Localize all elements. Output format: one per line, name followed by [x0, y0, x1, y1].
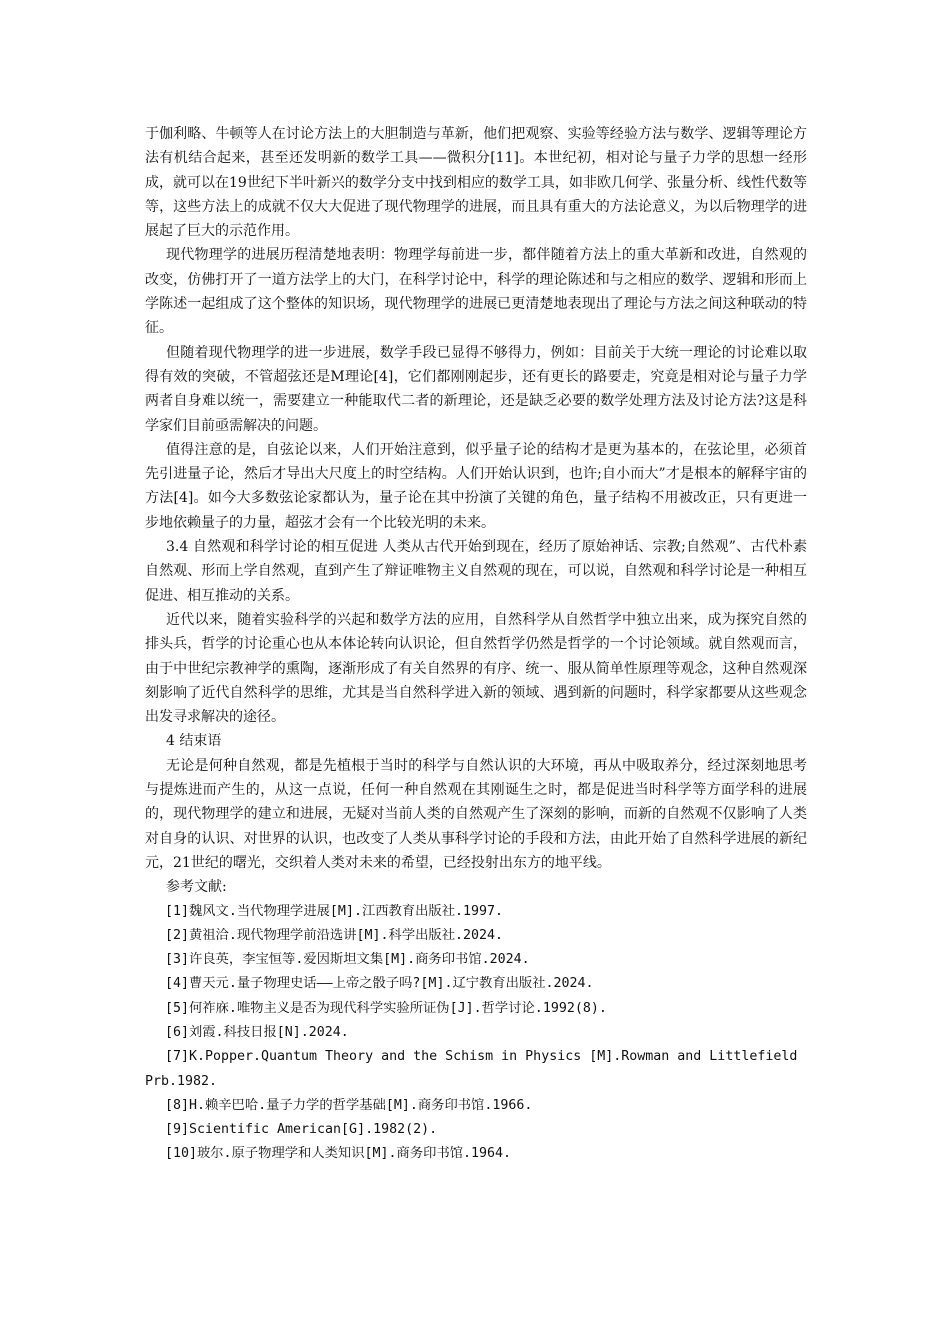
reference-item: [5]何祚庥.唯物主义是否为现代科学实验所证伪[J].哲学讨论.1992(8).: [164, 1000, 607, 1016]
reference-item: [2]黄祖洽.现代物理学前沿选讲[M].科学出版社.2024.: [164, 927, 504, 943]
references-heading: 参考文献:: [166, 879, 227, 896]
paragraph-continued: 于伽利略、牛顿等人在讨论方法上的大胆制造与革新，他们把观察、实验等经验方法与数学、逻辑等理论方法有机结合起来，甚至还发明新的数学工具——微积分[11]。本世纪初，相对论与量子力学的思想一经形成，就可以在19世纪下半叶新兴的数学分支中找到相应的数学工具，如非欧几何学、张量分析、线性代数等等，这些方法上的成就不仅大大促进了现代物理学的进展，而且具有重大的方法论意义，为以后物理学的进展起了巨大的示范作用。: [145, 126, 807, 240]
paragraph-string-theory: 值得注意的是，自弦论以来，人们开始注意到，似乎量子论的结构才是更为基本的，在弦论里，必须首先引进量子论，然后才导出大尺度上的时空结构。人们开始认识到，也许;自小而大”才是根本的解释宇宙的方法[4]。如今大多数弦论家都认为，量子论在其中扮演了关键的角色，量子结构不用被改正，只有更进一步地依赖量子的力量，超弦才会有一个比较光明的未来。: [145, 441, 807, 531]
section-3-4-heading-paragraph: 3.4 自然观和科学讨论的相互促进 人类从古代开始到现在，经历了原始神话、宗教;自然观”、古代朴素自然观、形而上学自然观，直到产生了辩证唯物主义自然观的现在，可以说，自然观和科学讨论是一种相互促进、相互推动的关系。: [145, 539, 807, 604]
reference-item: [6]刘霞.科技日报[N].2024.: [164, 1024, 349, 1040]
reference-item: [4]曹天元.量子物理史话——上帝之骰子吗?[M].辽宁教育出版社.2024.: [164, 976, 594, 992]
reference-item: [3]许良英，李宝恒等.爱因斯坦文集[M].商务印书馆.2024.: [164, 952, 530, 968]
paragraph-modern-era: 近代以来，随着实验科学的兴起和数学方法的应用，自然科学从自然哲学中独立出来，成为探究自然的排头兵，哲学的讨论重心也从本体论转向认识论，但自然哲学仍然是哲学的一个讨论领域。就自然观而言，由于中世纪宗教神学的熏陶，逐渐形成了有关自然界的有序、统一、服从简单性原理等观念，这种自然观深刻影响了近代自然科学的思维，尤其是当自然科学进入新的领域、遇到新的问题时，科学家都要从这些观念出发寻求解决的途径。: [145, 611, 807, 726]
reference-item: [9]Scientific American[G].1982(2).: [164, 1122, 438, 1138]
reference-item: [1]魏风文.当代物理学进展[M].江西教育出版社.1997.: [164, 903, 504, 919]
paragraph-conclusion: 无论是何种自然观，都是先植根于当时的科学与自然认识的大环境，再从中吸取养分，经过深刻地思考与提炼进而产生的，从这一点说，任何一种自然观在其刚诞生之时，都是促进当时科学等方面学科的进展的，现代物理学的建立和进展，无疑对当前人类的自然观产生了深刻的影响，而新的自然观不仅影响了人类对自身的认识、对世界的认识，也改变了人类从事科学讨论的手段和方法，由此开始了自然科学进展的新纪元，21世纪的曙光，交织着人类对未来的希望，已经投射出东方的地平线。: [145, 757, 807, 871]
reference-list: [145, 900, 807, 1167]
reference-item: [10]玻尔.原子物理学和人类知识[M].商务印书馆.1964.: [164, 1146, 512, 1162]
reference-item: [7]K.Popper.Quantum Theory and the Schism in Physics [M].Rowman and Littlefield Prb.1982.: [145, 1049, 798, 1089]
document-body: [145, 122, 807, 1167]
reference-item: [8]H.赖辛巴哈.量子力学的哲学基础[M].商务印书馆.1966.: [164, 1097, 533, 1113]
section-4-heading: 4 结束语: [166, 733, 222, 750]
paragraph-progress-history: 现代物理学的进展历程清楚地表明：物理学每前进一步，都伴随着方法上的重大革新和改进，自然观的改变，仿佛打开了一道方法学上的大门，在科学讨论中，科学的理论陈述和与之相应的数学、逻辑和形而上学陈述一起组成了这个整体的知识场，现代物理学的进展已更清楚地表现出了理论与方法之间这种联动的特征。: [145, 247, 807, 337]
paragraph-math-limits: 但随着现代物理学的进一步进展，数学手段已显得不够得力，例如：目前关于大统一理论的讨论难以取得有效的突破，不管超弦还是M理论[4]，它们都刚刚起步，还有更长的路要走，究竟是相对论与量子力学两者自身难以统一，需要建立一种能取代二者的新理论，还是缺乏必要的数学处理方法及讨论方法?这是科学家们目前亟需解决的问题。: [145, 344, 807, 434]
